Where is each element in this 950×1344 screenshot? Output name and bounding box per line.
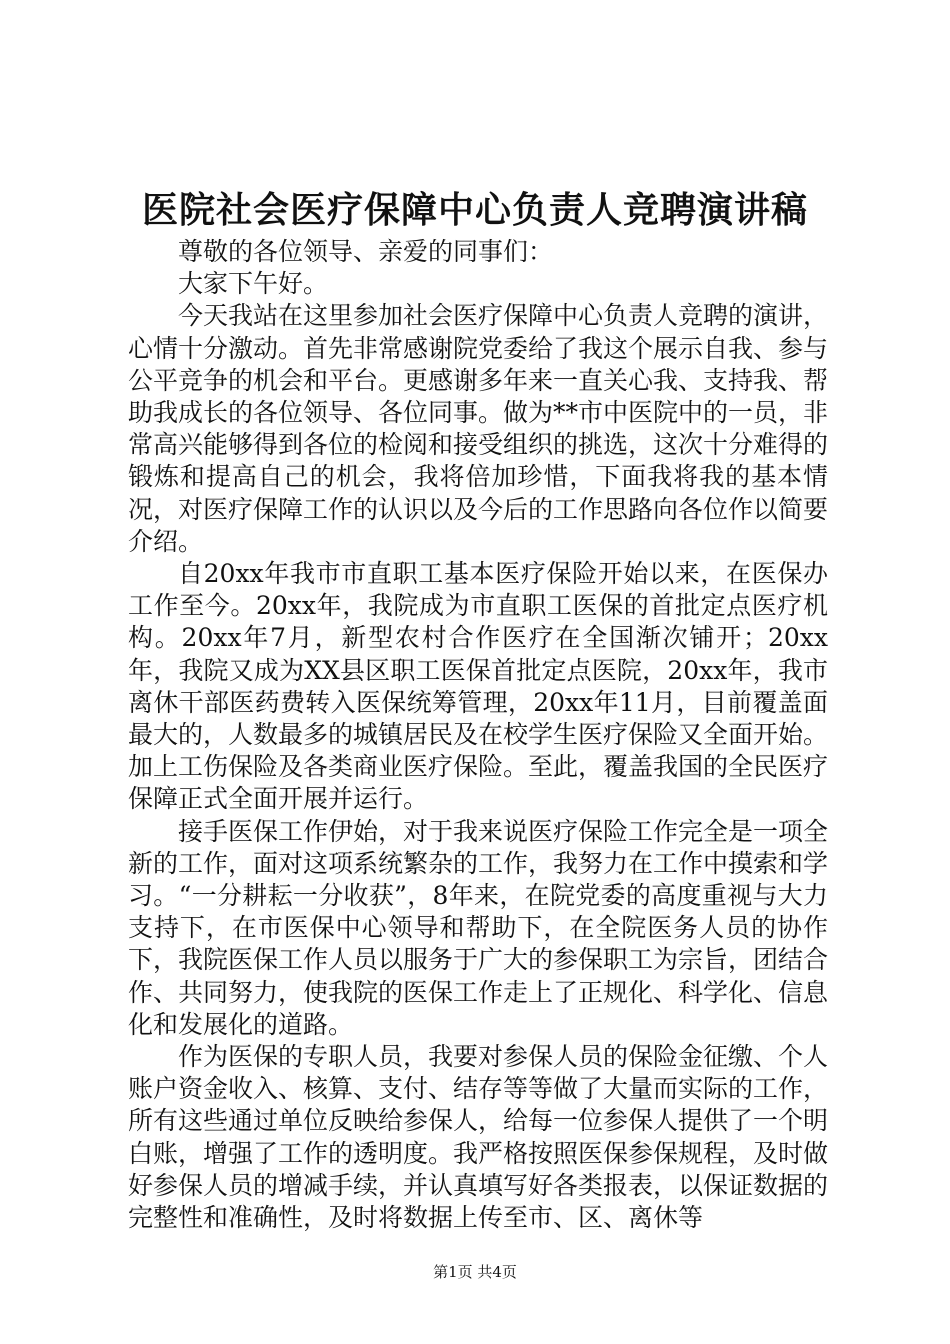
paragraph: 自20xx年我市市直职工基本医疗保险开始以来，在医保办工作至今。20xx年，我院成为市直职工医保的首批定点医疗机构。20xx年7月，新型农村合作医疗在全国渐次铺开；20xx年，我院又成为XX县区职工医保首批定点医院，20xx年，我市离休干部医药费转入医保统筹管理，20xx年11月，目前覆盖面最大的，人数最多的城镇居民及在校学生医疗保险又全面开始。加上工伤保险及各类商业医疗保险。至此，覆盖我国的全民医疗保障正式全面开展并运行。 <box>128 559 829 814</box>
salutation: 尊敬的各位领导、亲爱的同事们： <box>178 237 554 266</box>
paragraph: 接手医保工作伊始，对于我来说医疗保险工作完全是一项全新的工作，面对这项系统繁杂的工作，我努力在工作中摸索和学习。“一分耕耘一分收获”，8年来，在院党委的高度重视与大力支持下，在市医保中心领导和帮助下，在全院医务人员的协作下，我院医保工作人员以服务于广大的参保职工为宗旨，团结合作、共同努力，使我院的医保工作走上了正规化、科学化、信息化和发展化的道路。 <box>128 816 829 1039</box>
page-number-footer: 第1页 共4页 <box>433 1263 517 1281</box>
paragraph: 今天我站在这里参加社会医疗保障中心负责人竞聘的演讲，心情十分激动。首先非常感谢院党委给了我这个展示自我、参与公平竞争的机会和平台。更感谢多年来一直关心我、支持我、帮助我成长的各位领导、各位同事。做为**市中医院中的一员，非常高兴能够得到各位的检阅和接受组织的挑选，这次十分难得的锻炼和提高自己的机会，我将倍加珍惜，下面我将我的基本情况，对医疗保障工作的认识以及今后的工作思路向各位作以简要介绍。 <box>128 301 829 556</box>
paragraph: 作为医保的专职人员，我要对参保人员的保险金征缴、个人账户资金收入、核算、支付、结存等等做了大量而实际的工作，所有这些通过单位反映给参保人，给每一位参保人提供了一个明白账，增强了工作的透明度。我严格按照医保参保规程，及时做好参保人员的增减手续，并认真填写好各类报表，以保证数据的完整性和准确性，及时将数据上传至市、区、离休等 <box>128 1042 829 1233</box>
greeting: 大家下午好。 <box>178 269 329 299</box>
document-body <box>128 236 828 1234</box>
document-title: 医院社会医疗保障中心负责人竞聘演讲稿 <box>141 189 808 231</box>
